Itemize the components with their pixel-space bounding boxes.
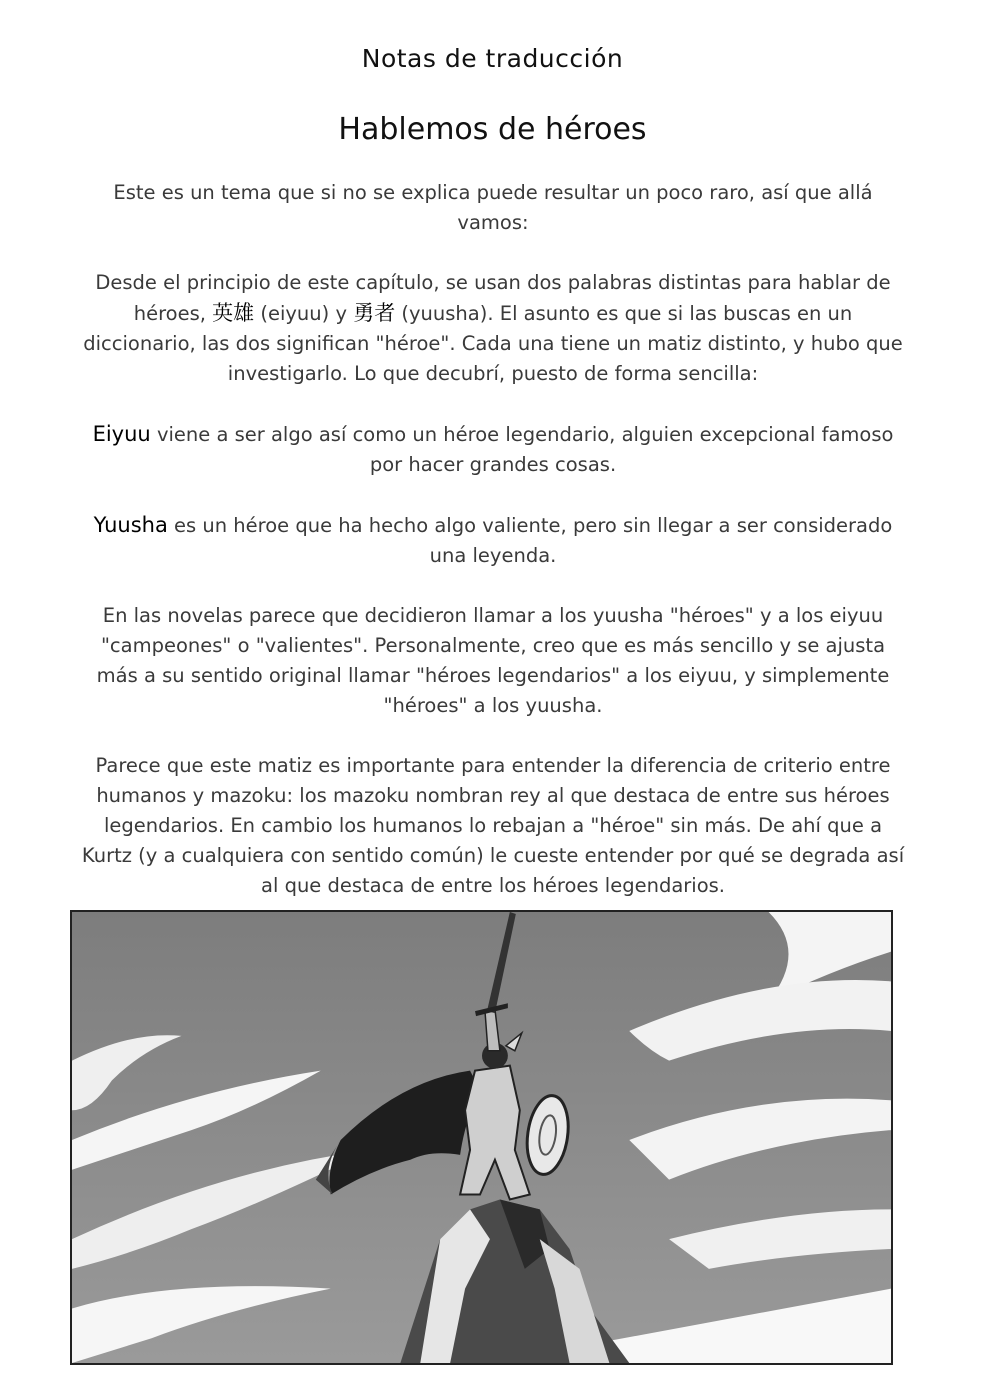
eiyuu-definition: viene a ser algo así como un héroe legendario, alguien excepcional famoso por hacer grandes cosas. [156,423,894,476]
words-text-after: (yuusha). El asunto es que si las buscas en un diccionario, las dos significan "héroe". Cada una tiene un matiz distinto, y hubo que investigarlo. Lo que decubrí, puesto de forma sencilla: [83,302,903,385]
hero-illustration-panel [70,910,893,1365]
novels-paragraph: En las novelas parece que decidieron llamar a los yuusha "héroes" y a los eiyuu "campeones" o "valientes". Personalmente, creo que es más sencillo y se ajusta más a su sentido original llamar "héroes legendarios" a los eiyuu, y simplemente "héroes" a los yuusha. [96,604,890,717]
yuusha-definition: es un héroe que ha hecho algo valiente, pero sin llegar a ser considerado una leyenda. [174,514,893,567]
yuusha-term: Yuusha [93,513,168,537]
page-title: Notas de traducción [361,44,624,73]
page-subtitle: Hablemos de héroes [338,112,647,147]
eiyuu-term: Eiyuu [92,422,151,446]
words-paragraph [78,268,908,389]
hero-illustration [72,912,891,1363]
translation-notes [78,178,908,931]
eiyuu-reading: (eiyuu) y [260,302,347,325]
words-text-before: Desde el principio de este capítulo, se usan dos palabras distintas para hablar de héroes, [95,271,891,325]
mazoku-paragraph: Parece que este matiz es importante para entender la diferencia de criterio entre humanos y mazoku: los mazoku nombran rey al que destaca de entre sus héroes legendarios. En cambio los humanos lo rebajan a "héroe" sin más. De ahí que a Kurtz (y a cualquiera con sentido común) le cueste entender por qué se degrada así al que destaca de entre los héroes legendarios. [81,754,905,897]
yuusha-kanji: 勇者 [353,301,396,325]
yuusha-paragraph [78,510,908,571]
eiyuu-kanji: 英雄 [212,301,255,325]
intro-paragraph: Este es un tema que si no se explica puede resultar un poco raro, así que allá vamos: [113,181,873,234]
eiyuu-paragraph [78,419,908,480]
